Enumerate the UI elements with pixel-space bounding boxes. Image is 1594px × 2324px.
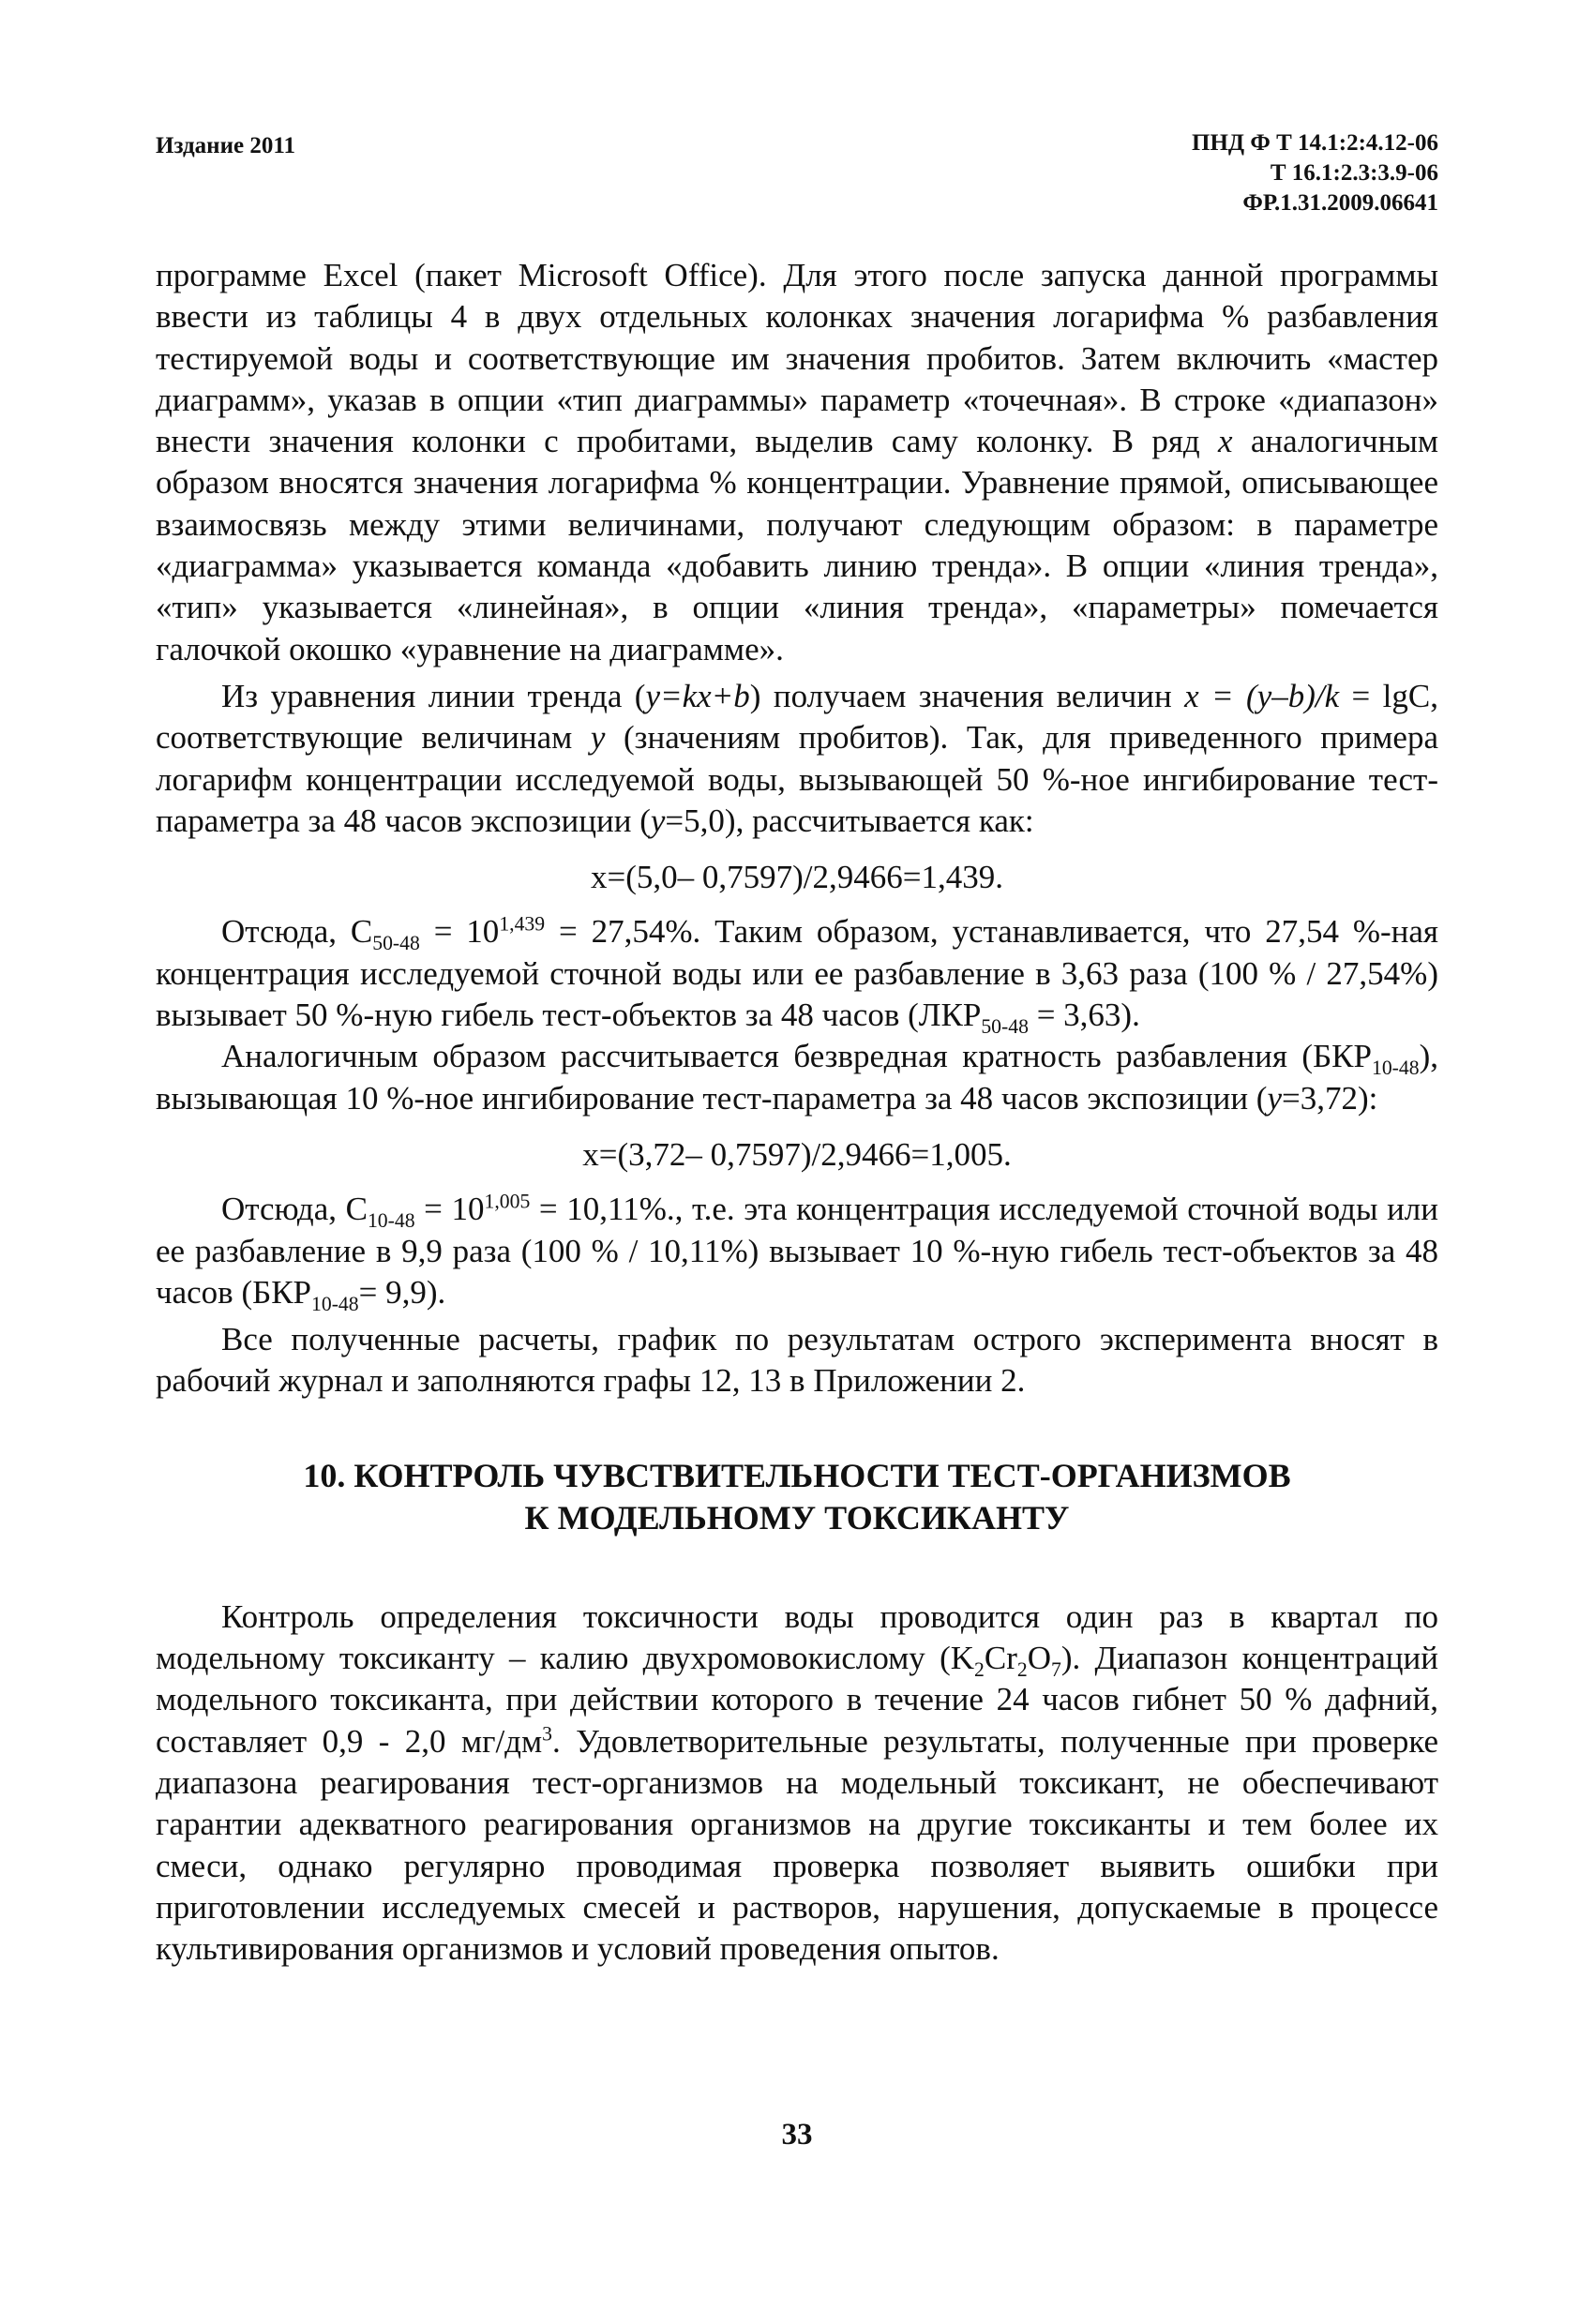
text-run: Отсюда, C (221, 1191, 368, 1228)
document-codes (1192, 128, 1438, 218)
text-run: Контроль определения токсичности воды проводится один раз в квартал по модельному токсиканту – калию двухромовокислому (K (156, 1597, 1438, 1677)
paragraph-journal: Все полученные расчеты, график по результатам острого эксперимента вносят в рабочий журнал и заполняются графы 12, 13 в Приложении 2. (156, 1321, 1438, 1400)
paragraph-lkr-result (156, 911, 1438, 1039)
page-number: 33 (781, 2118, 813, 2152)
text-run: = lgC, соответствующие величинам (156, 677, 1438, 757)
subscript: 50-48 (981, 1015, 1029, 1039)
text-run: = 10 (414, 1191, 485, 1228)
subscript: 2 (974, 1658, 985, 1682)
equation-trend: y=kx+b (645, 677, 750, 714)
subscript: 2 (1016, 1658, 1028, 1682)
var-y: y (650, 802, 666, 839)
document-code-3: ФР.1.31.2009.06641 (1242, 190, 1438, 216)
edition-label: Издание 2011 (156, 133, 295, 158)
formula-1: x=(5,0– 0,7597)/2,9466=1,439. (590, 859, 1003, 896)
text-run: программе Excel (пакет Microsoft Office). Для этого после запуска данной программы ввести из таблицы 4 в двух отдельных колонках значения логарифма % разбавления тестируемой воды и соответствующие им значения пробитов. Затем включить «мастер диаграмм», указав в опции «тип диаграммы» параметр «точечная». В строке «диапазон» внести значения колонки с пробитами, выделив саму колонку. В ряд (156, 257, 1438, 460)
page-body (156, 255, 1438, 1970)
subscript: 7 (1051, 1658, 1061, 1682)
superscript: 1,439 (499, 912, 546, 936)
document-code-2: Т 16.1:2.3:3.9-06 (1270, 160, 1438, 186)
text-run: аналогичным образом вносятся значения логарифма % концентрации. Уравнение прямой, описывающее взаимосвязь между этими величинами, получают следующим образом: в параметре «диаграмма» указывается команда «добавить линию тренда». В опции «линия тренда», «тип» указывается «линейная», в опции «линия тренда», «параметры» помечается галочкой окошко «уравнение на диаграмме». (156, 423, 1438, 667)
var-x: x (1218, 423, 1233, 460)
text-run: = 27,54%. Таким образом, устанавливается, что 27,54 %-ная концентрация исследуемой сточной воды или ее разбавление в 3,63 раза (100 % / 27,54%) вызывает 50 %-ную гибель тест-объектов за 48 часов (ЛКР (156, 913, 1438, 1034)
text-run: = 10,11%., т.е. эта концентрация исследуемой сточной воды или ее разбавление в 9,9 раза (100 % / 10,11%) вызывает 10 %-ную гибель тест-объектов за 48 часов (БКР (156, 1191, 1438, 1311)
section-heading (156, 1455, 1438, 1539)
text-run: = 10 (419, 913, 500, 951)
text-run: Из уравнения линии тренда ( (221, 677, 646, 714)
text-run: ) получаем значения величин (749, 677, 1185, 714)
text-run: . Удовлетворительные результаты, полученные при проверке диапазона реагирования тест-организмов на модельный токсикант, не обеспечивают гарантии адекватного реагирования организмов на другие токсиканты и тем более их смеси, однако регулярно проводимая проверка позволяет выявить ошибки при приготовлении исследуемых смесей и растворов, нарушения, допускаемые в процессе культивирования организмов и условий проведения опытов. (156, 1722, 1439, 1968)
section-heading-line-1: 10. КОНТРОЛЬ ЧУВСТВИТЕЛЬНОСТИ ТЕСТ-ОРГАНИЗМОВ (303, 1456, 1291, 1494)
text-run: =5,0), рассчитывается как: (665, 802, 1034, 839)
subscript: 10-48 (311, 1292, 359, 1315)
text-run: ), вызывающая 10 %-ное ингибирование тест-параметра за 48 часов экспозиции ( (156, 1038, 1438, 1117)
var-y: y (590, 719, 606, 757)
equation-x: x = (y–b)/k (1184, 677, 1340, 714)
paragraph-excel-instructions (156, 255, 1438, 670)
superscript: 3 (542, 1721, 552, 1745)
subscript: 10-48 (367, 1209, 415, 1233)
subscript: 10-48 (1371, 1057, 1420, 1080)
text-run: (значениям пробитов). Так, для приведенного примера логарифм концентрации исследуемой воды, вызывающей 50 %-ное ингибирование тест-параметра за 48 часов экспозиции ( (156, 719, 1438, 839)
section-heading-line-2: К МОДЕЛЬНОМУ ТОКСИКАНТУ (524, 1498, 1070, 1537)
paragraph-toxicant-control (156, 1597, 1438, 1971)
superscript: 1,005 (484, 1190, 531, 1213)
text-run: Cr (984, 1640, 1017, 1677)
document-code-1: ПНД Ф Т 14.1:2:4.12-06 (1192, 130, 1438, 156)
text-run: ). Диапазон концентраций модельного токсиканта, при действии которого в течение 24 часов гибнет 50 % дафний, составляет 0,9 - 2,0 мг/дм (156, 1640, 1438, 1760)
paragraph-bkr-result (156, 1189, 1438, 1313)
text-run: = 3,63). (1028, 997, 1140, 1034)
var-y: y (1267, 1079, 1283, 1117)
text-run: = 9,9). (358, 1273, 446, 1311)
text-run: =3,72): (1282, 1079, 1378, 1117)
text-run: Аналогичным образом рассчитывается безвредная кратность разбавления (БКР (221, 1038, 1372, 1075)
paragraph-trend-line (156, 676, 1438, 842)
paragraph-bkr-intro (156, 1036, 1438, 1119)
text-run: Отсюда, C (221, 913, 373, 951)
subscript: 50-48 (372, 932, 420, 955)
formula-2: x=(3,72– 0,7597)/2,9466=1,005. (582, 1135, 1012, 1173)
text-run: O (1027, 1640, 1051, 1677)
